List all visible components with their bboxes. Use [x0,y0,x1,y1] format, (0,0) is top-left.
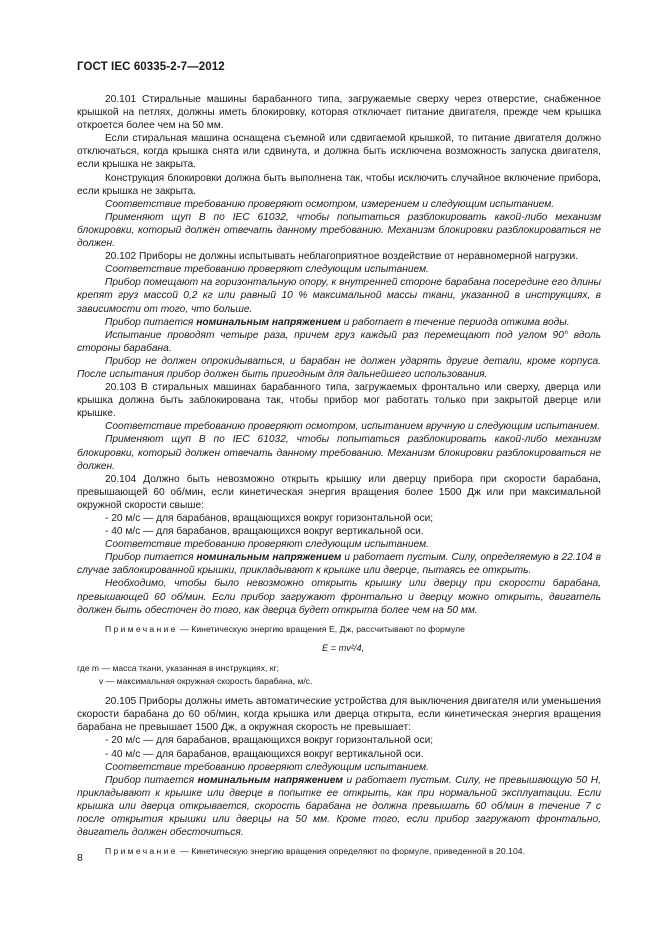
clause-20-101: 20.101 Стиральные машины барабанного типа, загружаемые сверху через отверстие, снабженное крышкой на петлях, должны иметь блокировку, которая отключает питание двигателя, прежде чем крышка откроется более чем на 50 мм. [77,94,601,132]
document-header: ГОСТ IEC 60335-2-7—2012 [77,61,225,73]
paragraph: Необходимо, чтобы было невозможно открыть крышку или дверцу при скорости барабана, превышающей 60 об/мин. Если прибор загружают фронтально и дверцу можно открыть, двигатель должен быть обесточен до того, как дверца будет открыта более чем на 50 мм. [77,578,601,616]
list-item: - 20 м/с — для барабанов, вращающихся вокруг горизонтальной оси; [105,735,434,747]
compliance-check: Соответствие требованию проверяют следующим испытанием. [105,264,429,276]
text-run: и работает пустым. Силу, определяемую в 22.104 в случае заблокированной крышки, прикладывают к крышке или дверце, пытаясь ее открыть. [77,552,601,577]
paragraph: Прибор не должен опрокидываться, и барабан не должен ударять другие детали, кроме корпуса. После испытания прибор должен быть пригодным для дальнейшего использования. [77,355,601,380]
formula-legend: v — максимальная окружная скорость барабана, м/с. [99,676,313,687]
clause-20-105: 20.105 Приборы должны иметь автоматические устройства для выключения двигателя или уменьшения скорости барабана до 60 об/мин, когда крышка или дверца открыта, если кинетическая энергия вращения барабана не превышает 1500 Дж, а окружная скорость не превышает: [77,696,601,734]
note-label: Примечание [105,623,178,634]
compliance-check: Соответствие требованию проверяют следующим испытанием. [105,761,429,773]
text-run: и работает пустым. Силу, не превышающую 50 Н, прикладывают к крышке или дверце в попытке ее открыть, как при нормальной эксплуатации. Если крышка или дверца открывается, скорость барабана не должна превышать 60 об/мин в течение 7 с после открытия крышки или дверцы на 50 мм. Кроме того, если прибор загружают фронтально, двигатель должен обесточиться. [77,774,601,839]
paragraph: Прибор помещают на горизонтальную опору, к внутренней стороне барабана посередине его длины крепят груз массой 0,2 кг или равный 10 % максимальной массы ткани, указанной в инструкциях, в зависимости от того, что больше. [77,277,601,315]
paragraph [77,774,601,839]
paragraph: Испытание проводят четыре раза, причем груз каждый раз перемещают под углом 90° вдоль стороны барабана. [77,329,601,354]
paragraph: Применяют щуп В по IEC 61032, чтобы попытаться разблокировать какой-либо механизм блокировки, который должен отвечать данному требованию. Механизм блокировки разблокироваться не должен. [77,211,601,250]
text-run: Прибор питается [105,316,197,328]
list-item: - 40 м/с — для барабанов, вращающихся вокруг вертикальной оси. [105,748,424,760]
compliance-check: Соответствие требованию проверяют осмотром, испытанием вручную и следующим испытанием. [105,421,600,433]
page-number: 8 [77,852,83,864]
bold-term: номинальным напряжением [196,316,341,328]
note [77,623,601,636]
paragraph: Применяют щуп В по IEC 61032, чтобы попытаться разблокировать какой-либо механизм блокировки, который должен отвечать данному требованию. Механизм блокировки разблокироваться не должен. [77,434,601,472]
compliance-check: Соответствие требованию проверяют осмотром, измерением и следующим испытанием. [105,198,555,210]
clause-20-104: 20.104 Должно быть невозможно открыть крышку или дверцу прибора при скорости барабана, превышающей 60 об/мин, если кинетическая энергия вращения более 1500 Дж или при максимальной окружной скорости свыше: [77,473,601,511]
note-text: — Кинетическую энергию вращения определяют по формуле, приведенной в 20.104. [177,846,526,857]
text-run: Прибор питается [105,552,197,564]
paragraph [77,551,601,577]
paragraph: Если стиральная машина оснащена съемной или сдвигаемой крышкой, то питание двигателя должно отключаться, когда крышка снята или сдвинута, и должна быть исключена возможность запуска двигателя, если крышка не закрыта. [77,133,601,171]
formula-legend: где m — масса ткани, указанная в инструкциях, кг; [77,662,280,673]
bold-term: номинальным напряжением [196,552,342,564]
compliance-check: Соответствие требованию проверяют следующим испытанием. [105,539,429,551]
clause-20-102: 20.102 Приборы не должны испытывать неблагоприятное воздействие от неравномерной нагрузки. [105,251,579,263]
note [77,845,601,858]
list-item: - 20 м/с — для барабанов, вращающихся вокруг горизонтальной оси; [105,513,434,524]
paragraph [77,316,601,329]
bold-term: номинальным напряжением [197,774,343,786]
text-run: Прибор питается [105,774,198,786]
note-label: Примечание [105,846,178,857]
clause-20-103: 20.103 В стиральных машинах барабанного типа, загружаемых фронтально или сверху, дверца или крышка должна быть заблокирована так, чтобы прибор мог работать только при закрытой дверце или крышке. [77,382,601,420]
note-text: — Кинетическую энергию вращения E, Дж, рассчитывают по формуле [177,623,465,634]
text-run: и работает в течение периода отжима воды. [340,316,570,328]
list-item: - 40 м/с — для барабанов, вращающихся вокруг вертикальной оси. [105,526,424,538]
formula: E = mv²/4, [322,642,365,653]
paragraph: Конструкция блокировки должна быть выполнена так, чтобы исключить случайное включение прибора, если крышка не закрыта. [77,172,601,197]
document-body [77,93,601,858]
